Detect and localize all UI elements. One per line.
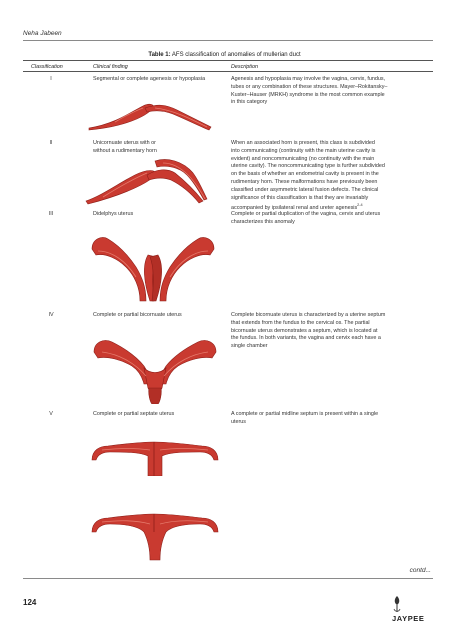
col-header-description: Description <box>231 64 258 70</box>
unicornuate-uterus-figure <box>83 153 213 205</box>
didelphys-uterus-figure <box>88 225 218 305</box>
continued-note: contd... <box>409 567 431 574</box>
finding-line: Complete or partial septate uterus <box>93 411 175 417</box>
description-line: classified under asymmetric lateral fusion defects. The clinical <box>231 186 379 193</box>
hypoplasia-uterus-figure <box>85 94 215 134</box>
description-line: When an associated horn is present, this class is subdivided <box>231 140 375 146</box>
page-number: 124 <box>23 598 37 607</box>
col-header-clinical-finding: Clinical finding <box>93 64 128 70</box>
partial-septate-uterus-figure <box>90 492 220 562</box>
classification-cell: II <box>49 140 53 146</box>
description-line: significance of this classification is that they are invariably <box>231 194 369 201</box>
running-header-author: Neha Jabeen <box>23 30 62 37</box>
description-line: Complete bicornuate uterus is characterized by a uterine septum <box>231 312 386 318</box>
description-line: the fundus. In both variants, the vagina and cervix each have a <box>231 335 381 342</box>
classification-cell: I <box>50 76 52 82</box>
description-cell <box>231 312 431 351</box>
description-line: uterus <box>231 418 246 425</box>
description-line: on the basis of whether an endometrial cavity is present in the <box>231 171 379 178</box>
description-line: tubes or any combination of these structures. Mayer–Rokitansky– <box>231 83 388 90</box>
finding-line: Segmental or complete agenesis or hypoplasia <box>93 76 206 82</box>
description-cell <box>231 76 431 107</box>
finding-line: Unicornuate uterus with or <box>93 140 156 146</box>
description-line: rudimentary horn. These malformations have previously been <box>231 178 378 185</box>
table-header-row <box>23 60 433 72</box>
classification-cell: IV <box>48 312 54 318</box>
description-line: Kuster–Hauser (MRKH) syndrome is the most common example <box>231 91 385 98</box>
header-rule <box>23 40 433 41</box>
description-line: into communicating (continuity with the main uterine cavity is <box>231 147 376 154</box>
complete-septate-uterus-figure <box>90 420 220 476</box>
bicornuate-uterus-figure <box>90 322 220 404</box>
description-line-text: accompanied by ipsilateral renal and ureter agenesis <box>231 205 358 212</box>
description-line: bicornuate uterus demonstrates a septum, which is located at <box>231 327 378 334</box>
finding-cell <box>93 211 218 219</box>
finding-cell <box>93 76 218 84</box>
finding-cell <box>93 312 218 320</box>
reference-superscript: 2-4 <box>357 203 363 208</box>
classification-cell: V <box>49 411 53 417</box>
table-title: AFS classification of anomalies of mullerian duct <box>171 52 301 58</box>
finding-line: Complete or partial bicornuate uterus <box>93 312 182 318</box>
description-line: characterizes this anomaly <box>231 218 295 225</box>
footer-rule <box>23 578 433 579</box>
description-line: single chamber <box>231 343 268 350</box>
finding-cell <box>93 411 218 419</box>
description-cell <box>231 211 431 227</box>
description-line: Complete or partial duplication of the vagina, cervix and uterus <box>231 211 381 217</box>
description-line: evident) and noncommunicating (no continuity with the main <box>231 155 375 162</box>
table-label: Table 1: <box>148 52 171 58</box>
publisher-logo <box>392 595 437 625</box>
publisher-name: JAYPEE <box>392 614 425 623</box>
col-header-classification: Classification <box>31 64 63 70</box>
classification-cell: III <box>48 211 54 217</box>
jaypee-logo-icon <box>392 595 402 615</box>
finding-line: Didelphys uterus <box>93 211 134 217</box>
table-caption <box>0 52 449 58</box>
description-cell <box>231 411 431 427</box>
description-line: Agenesis and hypoplasia may involve the vagina, cervix, fundus, <box>231 76 386 82</box>
description-line: uterine cavity). The noncommunicating type is further subdivided <box>231 163 385 170</box>
description-line: that extends from the fundus to the cervical os. The partial <box>231 319 370 326</box>
description-line: in this category <box>231 99 268 106</box>
description-cell <box>231 140 431 213</box>
finding-line: without a rudimentary horn <box>93 147 157 154</box>
description-line: A complete or partial midline septum is present within a single <box>231 411 379 417</box>
